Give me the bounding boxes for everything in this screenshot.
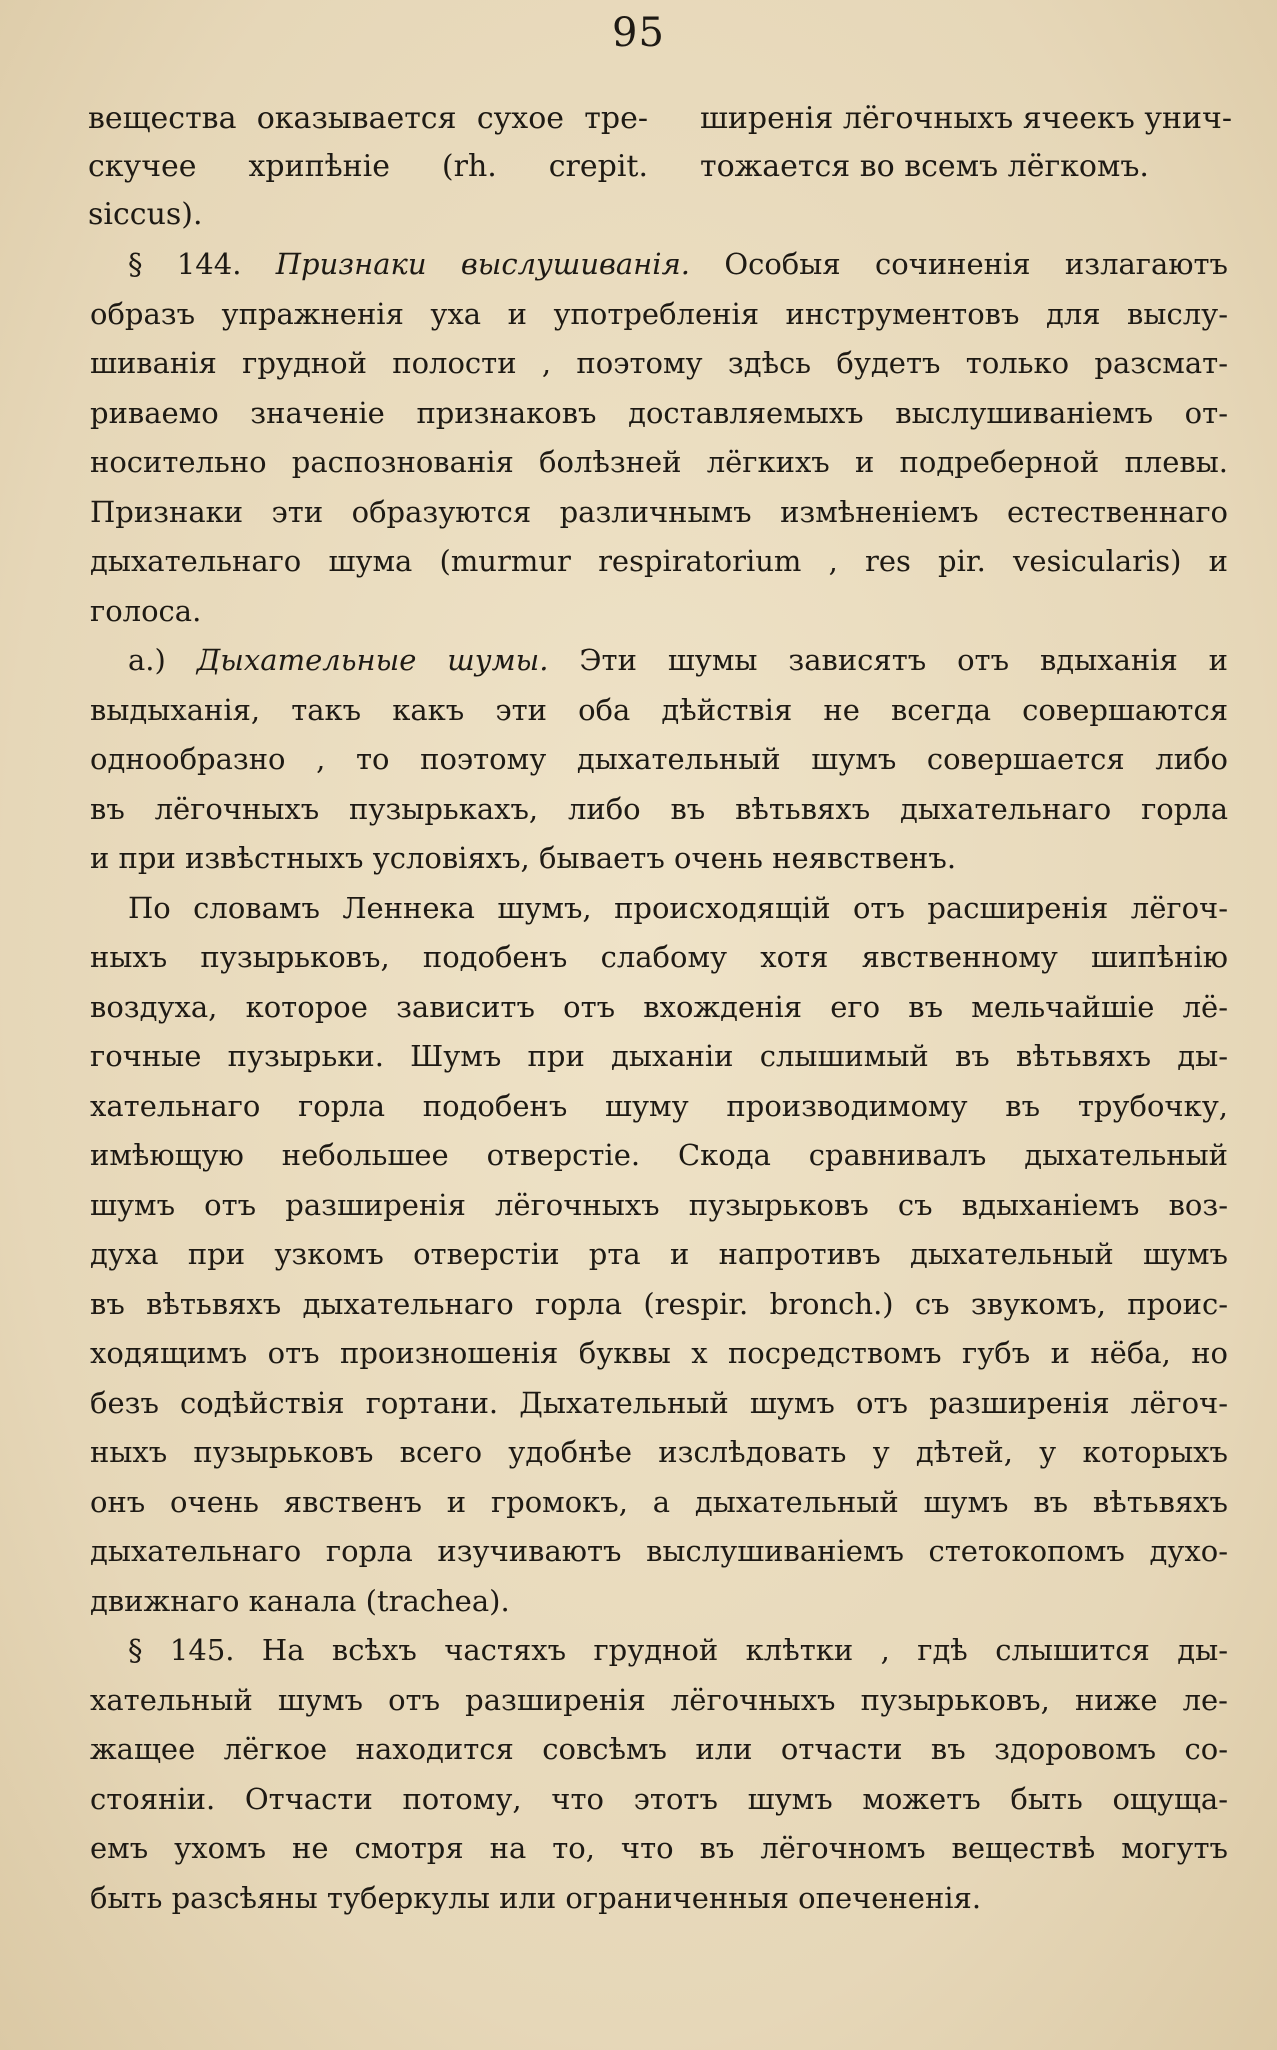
text-line: жащее лёгкое находится совсѣмъ или отчасти въ здоровомъ со- xyxy=(90,1732,1228,1766)
text-line: дыхательнаго шума (murmur respiratorium , res pir. vesicularis) и xyxy=(90,544,1228,578)
text-line: носительно распознованія болѣзней лёгкихъ и подреберной плевы. xyxy=(90,445,1228,479)
main-text xyxy=(90,240,1228,1923)
text-line: хательнаго горла подобенъ шуму производимому въ трубочку, xyxy=(90,1088,1228,1123)
paragraph-section-144 xyxy=(90,240,1228,636)
paragraph-laennec xyxy=(90,884,1228,1627)
subsection-letter: а.) xyxy=(128,643,197,677)
text-line: движнаго канала (trachea). xyxy=(90,1583,510,1618)
text-line: гочные пузырьки. Шумъ при дыханіи слышимый въ вѣтьвяхъ ды- xyxy=(90,1039,1228,1073)
text-line: § 144. Признаки выслушиванія. Особыя сочиненія излагаютъ xyxy=(128,247,1228,281)
text-line: шиванія грудной полости , поэтому здѣсь будетъ только разсмат- xyxy=(90,346,1228,380)
text-line: безъ содѣйствія гортани. Дыхательный шумъ отъ разширенія лёгоч- xyxy=(90,1385,1228,1420)
left-column-line: вещества оказывается сухое тре- xyxy=(88,101,648,136)
text-line: въ лёгочныхъ пузырькахъ, либо въ вѣтьвяхъ дыхательнаго горла xyxy=(90,791,1228,826)
right-column-line: ширенія лёгочныхъ ячеекъ унич- xyxy=(700,101,1232,136)
text-line: шумъ отъ разширенія лёгочныхъ пузырьковъ съ вдыханіемъ воз- xyxy=(90,1187,1228,1222)
text-line: ходящимъ отъ произношенія буквы х посредствомъ губъ и нёба, но xyxy=(90,1336,1228,1370)
text-line: образъ упражненія уха и употребленія инструментовъ для выслу- xyxy=(90,296,1228,331)
right-column-line: тожается во всемъ лёгкомъ. xyxy=(700,149,1149,184)
page-number: 95 xyxy=(612,10,665,56)
text-line: ныхъ пузырьковъ всего удобнѣе изслѣдовать у дѣтей, у которыхъ xyxy=(90,1435,1228,1469)
text-line: и при извѣстныхъ условіяхъ, бываетъ очень неявственъ. xyxy=(90,841,957,875)
right-column xyxy=(700,95,1232,191)
paragraph-breathing-sounds xyxy=(90,636,1228,884)
text-line: дыхательнаго горла изучиваютъ выслушиваніемъ стетокопомъ духо- xyxy=(90,1534,1228,1568)
text-line: голоса. xyxy=(90,593,202,628)
text-line: воздуха, которое зависитъ отъ вхожденія его въ мельчайшіе лё- xyxy=(90,989,1228,1024)
text-line: въ вѣтьвяхъ дыхательнаго горла (respir. bronch.) съ звукомъ, проис- xyxy=(90,1286,1228,1321)
text-line: духа при узкомъ отверстіи рта и напротивъ дыхательный шумъ xyxy=(90,1237,1228,1271)
text-line: онъ очень явственъ и громокъ, а дыхательный шумъ въ вѣтьвяхъ xyxy=(90,1484,1228,1519)
text-line: хательный шумъ отъ разширенія лёгочныхъ пузырьковъ, ниже ле- xyxy=(90,1682,1228,1717)
section-number: § 144. xyxy=(128,247,276,281)
text-line: а.) Дыхательные шумы. Эти шумы зависятъ отъ вдыханія и xyxy=(128,643,1228,677)
text-line: По словамъ Леннека шумъ, происходящій отъ расширенія лёгоч- xyxy=(128,890,1228,925)
left-column xyxy=(88,95,648,239)
text-line: имѣющую небольшее отверстіе. Скода сравнивалъ дыхательный xyxy=(90,1138,1228,1172)
text-line: Признаки эти образуются различнымъ измѣненіемъ естественнаго xyxy=(90,494,1228,529)
subsection-heading: Дыхательные шумы. xyxy=(196,643,549,677)
text-line: § 145. На всѣхъ частяхъ грудной клѣтки , гдѣ слышится ды- xyxy=(128,1633,1228,1667)
text-line: стояніи. Отчасти потому, что этотъ шумъ можетъ быть ощуща- xyxy=(90,1781,1228,1816)
section-heading: Признаки выслушиванія. xyxy=(275,247,690,281)
left-column-line: скучее хрипѣніе (rh. crepit. xyxy=(88,149,648,184)
paragraph-section-145 xyxy=(90,1626,1228,1923)
text-line: быть разсѣяны туберкулы или ограниченныя опечененія. xyxy=(90,1880,982,1915)
text-line: риваемо значеніе признаковъ доставляемыхъ выслушиваніемъ от- xyxy=(90,395,1228,430)
text-line: ныхъ пузырьковъ, подобенъ слабому хотя явственному шипѣнію xyxy=(90,940,1228,974)
text-line: однообразно , то поэтому дыхательный шумъ совершается либо xyxy=(90,742,1228,776)
text-line: емъ ухомъ не смотря на то, что въ лёгочномъ веществѣ могутъ xyxy=(90,1831,1228,1865)
left-column-line: siccus). xyxy=(88,197,203,232)
text-line: выдыханія, такъ какъ эти оба дѣйствія не всегда совершаются xyxy=(90,692,1228,727)
